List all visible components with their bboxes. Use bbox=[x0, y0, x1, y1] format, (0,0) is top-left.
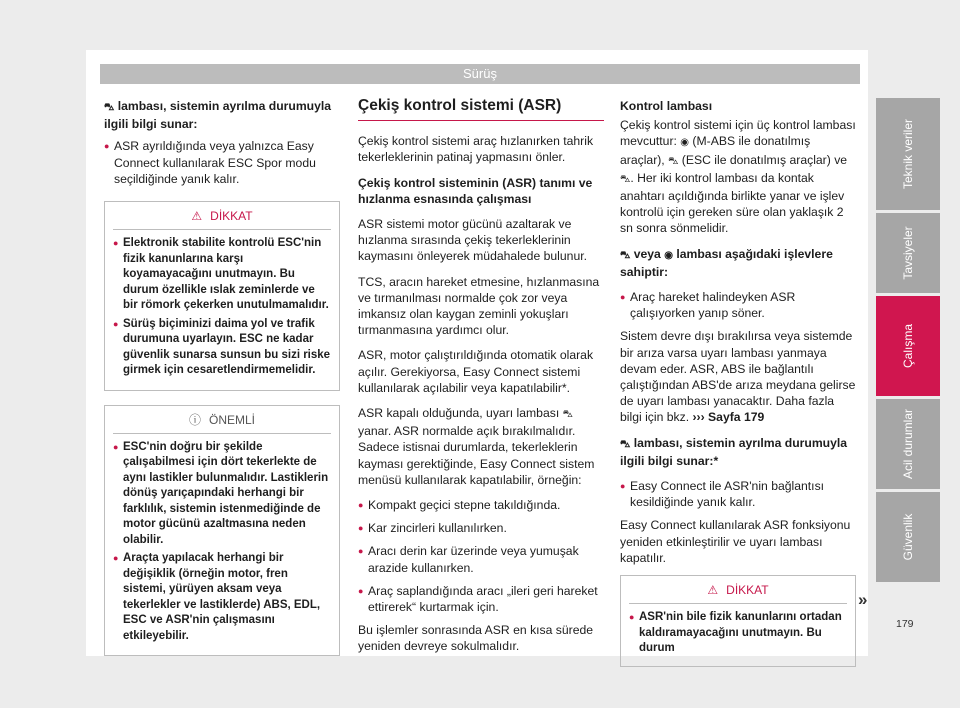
list-item: ● Aracı derin kar üzerinde veya yumuşak arazide kullanırken. bbox=[358, 543, 604, 575]
paragraph: Easy Connect kullanılarak ASR fonksiyonu yeniden etkinleştirilir ve uyarı lambası kapatılır. bbox=[620, 518, 851, 565]
warning-triangle-icon: ⚠ bbox=[191, 209, 203, 224]
paragraph: ASR sistemi motor gücünü azaltarak ve hızlanma sırasında çekiş tekerleklerinin kaymasını önleyerek müdahalede bulunur. bbox=[358, 217, 587, 264]
page-number: 179 bbox=[896, 618, 914, 630]
list-item: ● ASR'nin bile fizik kanunlarını ortadan kaldıramayacağını unutmayın. Bu durum bbox=[629, 610, 847, 657]
tab-acil-durumlar[interactable]: Acil durumlar bbox=[876, 399, 940, 489]
list-item: ● ESC'nin doğru bir şekilde çalışabilmesi için dört tekerlekte de aynı lastikler bulunmalıdır. Lastiklerin dönüş yarıçapındaki herhangi bir farklılık, sistemin istenmediğinde de motor gücünü azaltmasına neden olabilir. bbox=[113, 440, 331, 549]
paragraph: TCS, aracın hareket etmesine, hızlanmasına ve tırmanılması normalde çok zor veya imkansız olan kaygan zeminli yokuşları tırmanmasına yardımcı olur. bbox=[358, 274, 600, 338]
warning-box bbox=[620, 575, 856, 667]
paragraph: Sistem devre dışı bırakılırsa veya sistemde bir arıza varsa uyarı lambası yanmaya devam eder. ASR, ABS ile bağlantılı çalıştığından ABS'de arıza meydana gelirse de uyarı lambası yanacaktır. Daha fazla bilgi için bkz. ››› Sayfa 179 bbox=[620, 329, 856, 425]
m-abs-lamp-icon: ◉ bbox=[680, 137, 690, 149]
subheading: ⛍ veya ◉ lambası aşağıdaki işlevlere sahiptir: bbox=[620, 246, 833, 279]
page-link[interactable]: ››› Sayfa 179 bbox=[692, 410, 765, 425]
tab-tavsiyeler[interactable]: Tavsiyeler bbox=[876, 213, 940, 293]
tab-teknik-veriler[interactable]: Teknik veriler bbox=[876, 98, 940, 210]
subheading: Kontrol lambası bbox=[620, 99, 713, 113]
asr-warning-lamp-icon: ⛍ bbox=[620, 438, 631, 450]
section-title: Çekiş kontrol sistemi (ASR) bbox=[358, 98, 604, 121]
column-middle bbox=[358, 98, 604, 664]
warning-header: ⚠ DİKKAT bbox=[707, 583, 769, 598]
subheading: Çekiş kontrol sisteminin (ASR) tanımı ve hızlanma esnasında çalışması bbox=[358, 175, 593, 206]
list-item: ● Sürüş biçiminizi daima yol ve trafik durumuna uyarlayın. ESC ne kadar güvenlik sunarsa sunsun bu sizi riske girmek için cesaretlendirmemelidir. bbox=[113, 317, 331, 379]
paragraph: Çekiş kontrol sistemi için üç kontrol lambası mevcuttur: ◉ (M-ABS ile donatılmış araçlar), ⛍ (ESC ile donatılmış araçlar) ve ⛍. Her iki kontrol lambası da kontak anahtarı açıldığında birlikte yanar ve işlev kontrolü için gereken süre olan yaklaşık 2 sn sonra sönmelidir. bbox=[620, 118, 856, 236]
subheading: ⛍ lambası, sistemin ayrılma durumuyla ilgili bilgi sunar:* bbox=[620, 435, 848, 468]
intro-heading: lambası, sistemin ayrılma durumuyla ilgili bilgi sunar: bbox=[104, 99, 332, 132]
list-item: ● ASR ayrıldığında veya yalnızca Easy Connect kullanılarak ESC Spor modu seçildiğinde yanık kalır. bbox=[104, 138, 340, 187]
list-item: ● Kar zincirleri kullanılırken. bbox=[358, 520, 604, 536]
tab-guvenlik[interactable]: Güvenlik bbox=[876, 492, 940, 582]
warning-header: ⚠ DİKKAT bbox=[191, 209, 253, 224]
asr-warning-lamp-icon: ⛍ bbox=[620, 249, 631, 261]
paragraph: Çekiş kontrol sistemi araç hızlanırken tahrik tekerleklerinin patinaj yapmasını önler. bbox=[358, 134, 594, 165]
tab-calisma[interactable]: Çalışma bbox=[876, 296, 940, 396]
list-item: ● Araç hareket halindeyken ASR çalışıyorken yanıp söner. bbox=[620, 289, 856, 321]
paragraph: ASR, motor çalıştırıldığında otomatik olarak açılır. Gerekiyorsa, Easy Connect sistemi kullanılarak açılabilir veya kapatılabilir*. bbox=[358, 348, 594, 395]
paragraph: Bu işlemler sonrasında ASR en kısa sürede yeniden devreye sokulmalıdır. bbox=[358, 623, 594, 654]
list-item: ● Easy Connect ile ASR'nin bağlantısı kesildiğinde yanık kalır. bbox=[620, 478, 856, 510]
warning-triangle-icon: ⚠ bbox=[707, 583, 719, 598]
column-right bbox=[620, 98, 856, 667]
asr-warning-lamp-icon: ⛍ bbox=[668, 155, 679, 167]
m-abs-lamp-icon: ◉ bbox=[664, 249, 673, 261]
asr-warning-lamp-icon: ⛍ bbox=[562, 409, 573, 421]
asr-warning-lamp-icon: ⛍ bbox=[620, 173, 631, 185]
continue-mark: » bbox=[858, 590, 868, 609]
paragraph: ASR kapalı olduğunda, uyarı lambası ⛍ yanar. ASR normalde açık bırakılmalıdır. Sadece istisnai durumlarda, tekerleklerin kayması gerektiğinde, Easy Connect sistem menüsü kullanılarak kapatılabilir, örneğin: bbox=[358, 406, 595, 487]
column-left bbox=[104, 98, 340, 656]
list-item: ● Elektronik stabilite kontrolü ESC'nin fizik kanunlarına karşı koyamayacağını unutmayın. Bu durum özellikle ıslak zeminlerde ve bir römork çekerken unutulmamalıdır. bbox=[113, 236, 331, 314]
asr-warning-lamp-icon: ⛍ bbox=[104, 102, 115, 113]
notice-box bbox=[104, 405, 340, 657]
notice-circle-icon: ⓘ bbox=[188, 412, 201, 427]
list-item: ● Araçta yapılacak herhangi bir değişiklik (örneğin motor, fren sistemi, yürüyen aksam veya tekerlekler ve lastiklerde) ABS, EDL, ESC ve ASR'nin çalışmasını etkileyebilir. bbox=[113, 551, 331, 644]
list-item: ● Araç saplandığında aracı „ileri geri hareket ettirerek“ kurtarmak için. bbox=[358, 583, 604, 615]
page-header: Sürüş bbox=[100, 64, 860, 84]
list-item: ● Kompakt geçici stepne takıldığında. bbox=[358, 497, 604, 513]
warning-box bbox=[104, 201, 340, 391]
notice-header: ⓘ ÖNEMLİ bbox=[188, 412, 256, 427]
